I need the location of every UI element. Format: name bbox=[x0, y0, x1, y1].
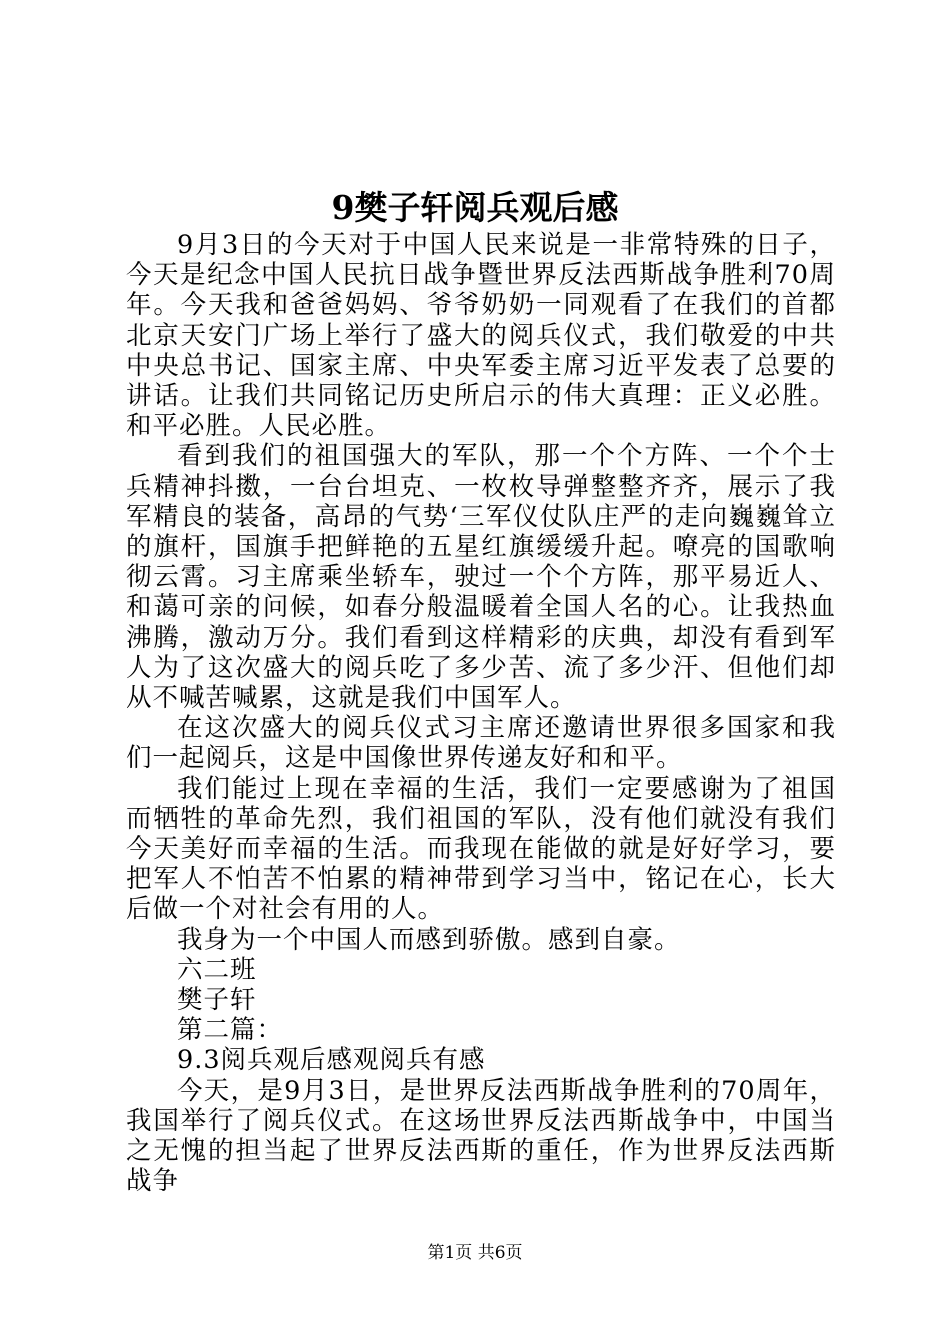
paragraph-2: 看到我们的祖国强大的军队，那一个个方阵、一个个士兵精神抖擞，一台台坦克、一枚枚导弹整整齐齐，展示了我军精良的装备，高昂的气势‘三军仪仗队庄严的走向巍巍耸立的旗杆，国旗手把鲜艳的五星红旗缓缓升起。嘹亮的国歌响彻云霄。习主席乘坐轿车，驶过一个个方阵，那平易近人、和蔼可亲的问候，如春分般温暖着全国人名的心。让我热血沸腾，激动万分。我们看到这样精彩的庆典，却没有看到军人为了这次盛大的阅兵吃了多少苦、流了多少汗、但他们却从不喊苦喊累，这就是我们中国军人。 bbox=[126, 441, 836, 714]
class-name: 六二班 bbox=[177, 954, 257, 985]
document-title: 9樊子轩阅兵观后感 bbox=[331, 188, 619, 227]
page-footer: 第1页 共6页 bbox=[427, 1243, 523, 1263]
section-label: 第二篇： bbox=[177, 1015, 284, 1046]
paragraph-1: 9月3日的今天对于中国人民来说是一非常特殊的日子，今天是纪念中国人民抗日战争暨世界反法西斯战争胜利70周年。今天我和爸爸妈妈、爷爷奶奶一同观看了在我们的首都北京天安门广场上举行了盛大的阅兵仪式，我们敬爱的中共中央总书记、国家主席、中央军委主席习近平发表了总要的讲话。让我们共同铭记历史所启示的伟大真理：正义必胜。和平必胜。人民必胜。 bbox=[126, 230, 836, 442]
second-article-title: 9.3阅兵观后感观阅兵有感 bbox=[177, 1045, 486, 1076]
author-name: 樊子轩 bbox=[177, 985, 257, 1016]
paragraph-3: 在这次盛大的阅兵仪式习主席还邀请世界很多国家和我们一起阅兵，这是中国像世界传递友好和和平。 bbox=[126, 713, 836, 774]
paragraph-5: 我身为一个中国人而感到骄傲。感到自豪。 bbox=[177, 924, 681, 955]
document-body bbox=[126, 230, 836, 1197]
second-article-paragraph: 今天，是9月3日，是世界反法西斯战争胜利的70周年，我国举行了阅兵仪式。在这场世界反法西斯战争中，中国当之无愧的担当起了世界反法西斯的重任，作为世界反法西斯战争 bbox=[126, 1075, 836, 1197]
paragraph-4: 我们能过上现在幸福的生活，我们一定要感谢为了祖国而牺牲的革命先烈，我们祖国的军队，没有他们就没有我们今天美好而幸福的生活。而我现在能做的就是好好学习，要把军人不怕苦不怕累的精神带到学习当中，铭记在心，长大后做一个对社会有用的人。 bbox=[126, 773, 836, 925]
